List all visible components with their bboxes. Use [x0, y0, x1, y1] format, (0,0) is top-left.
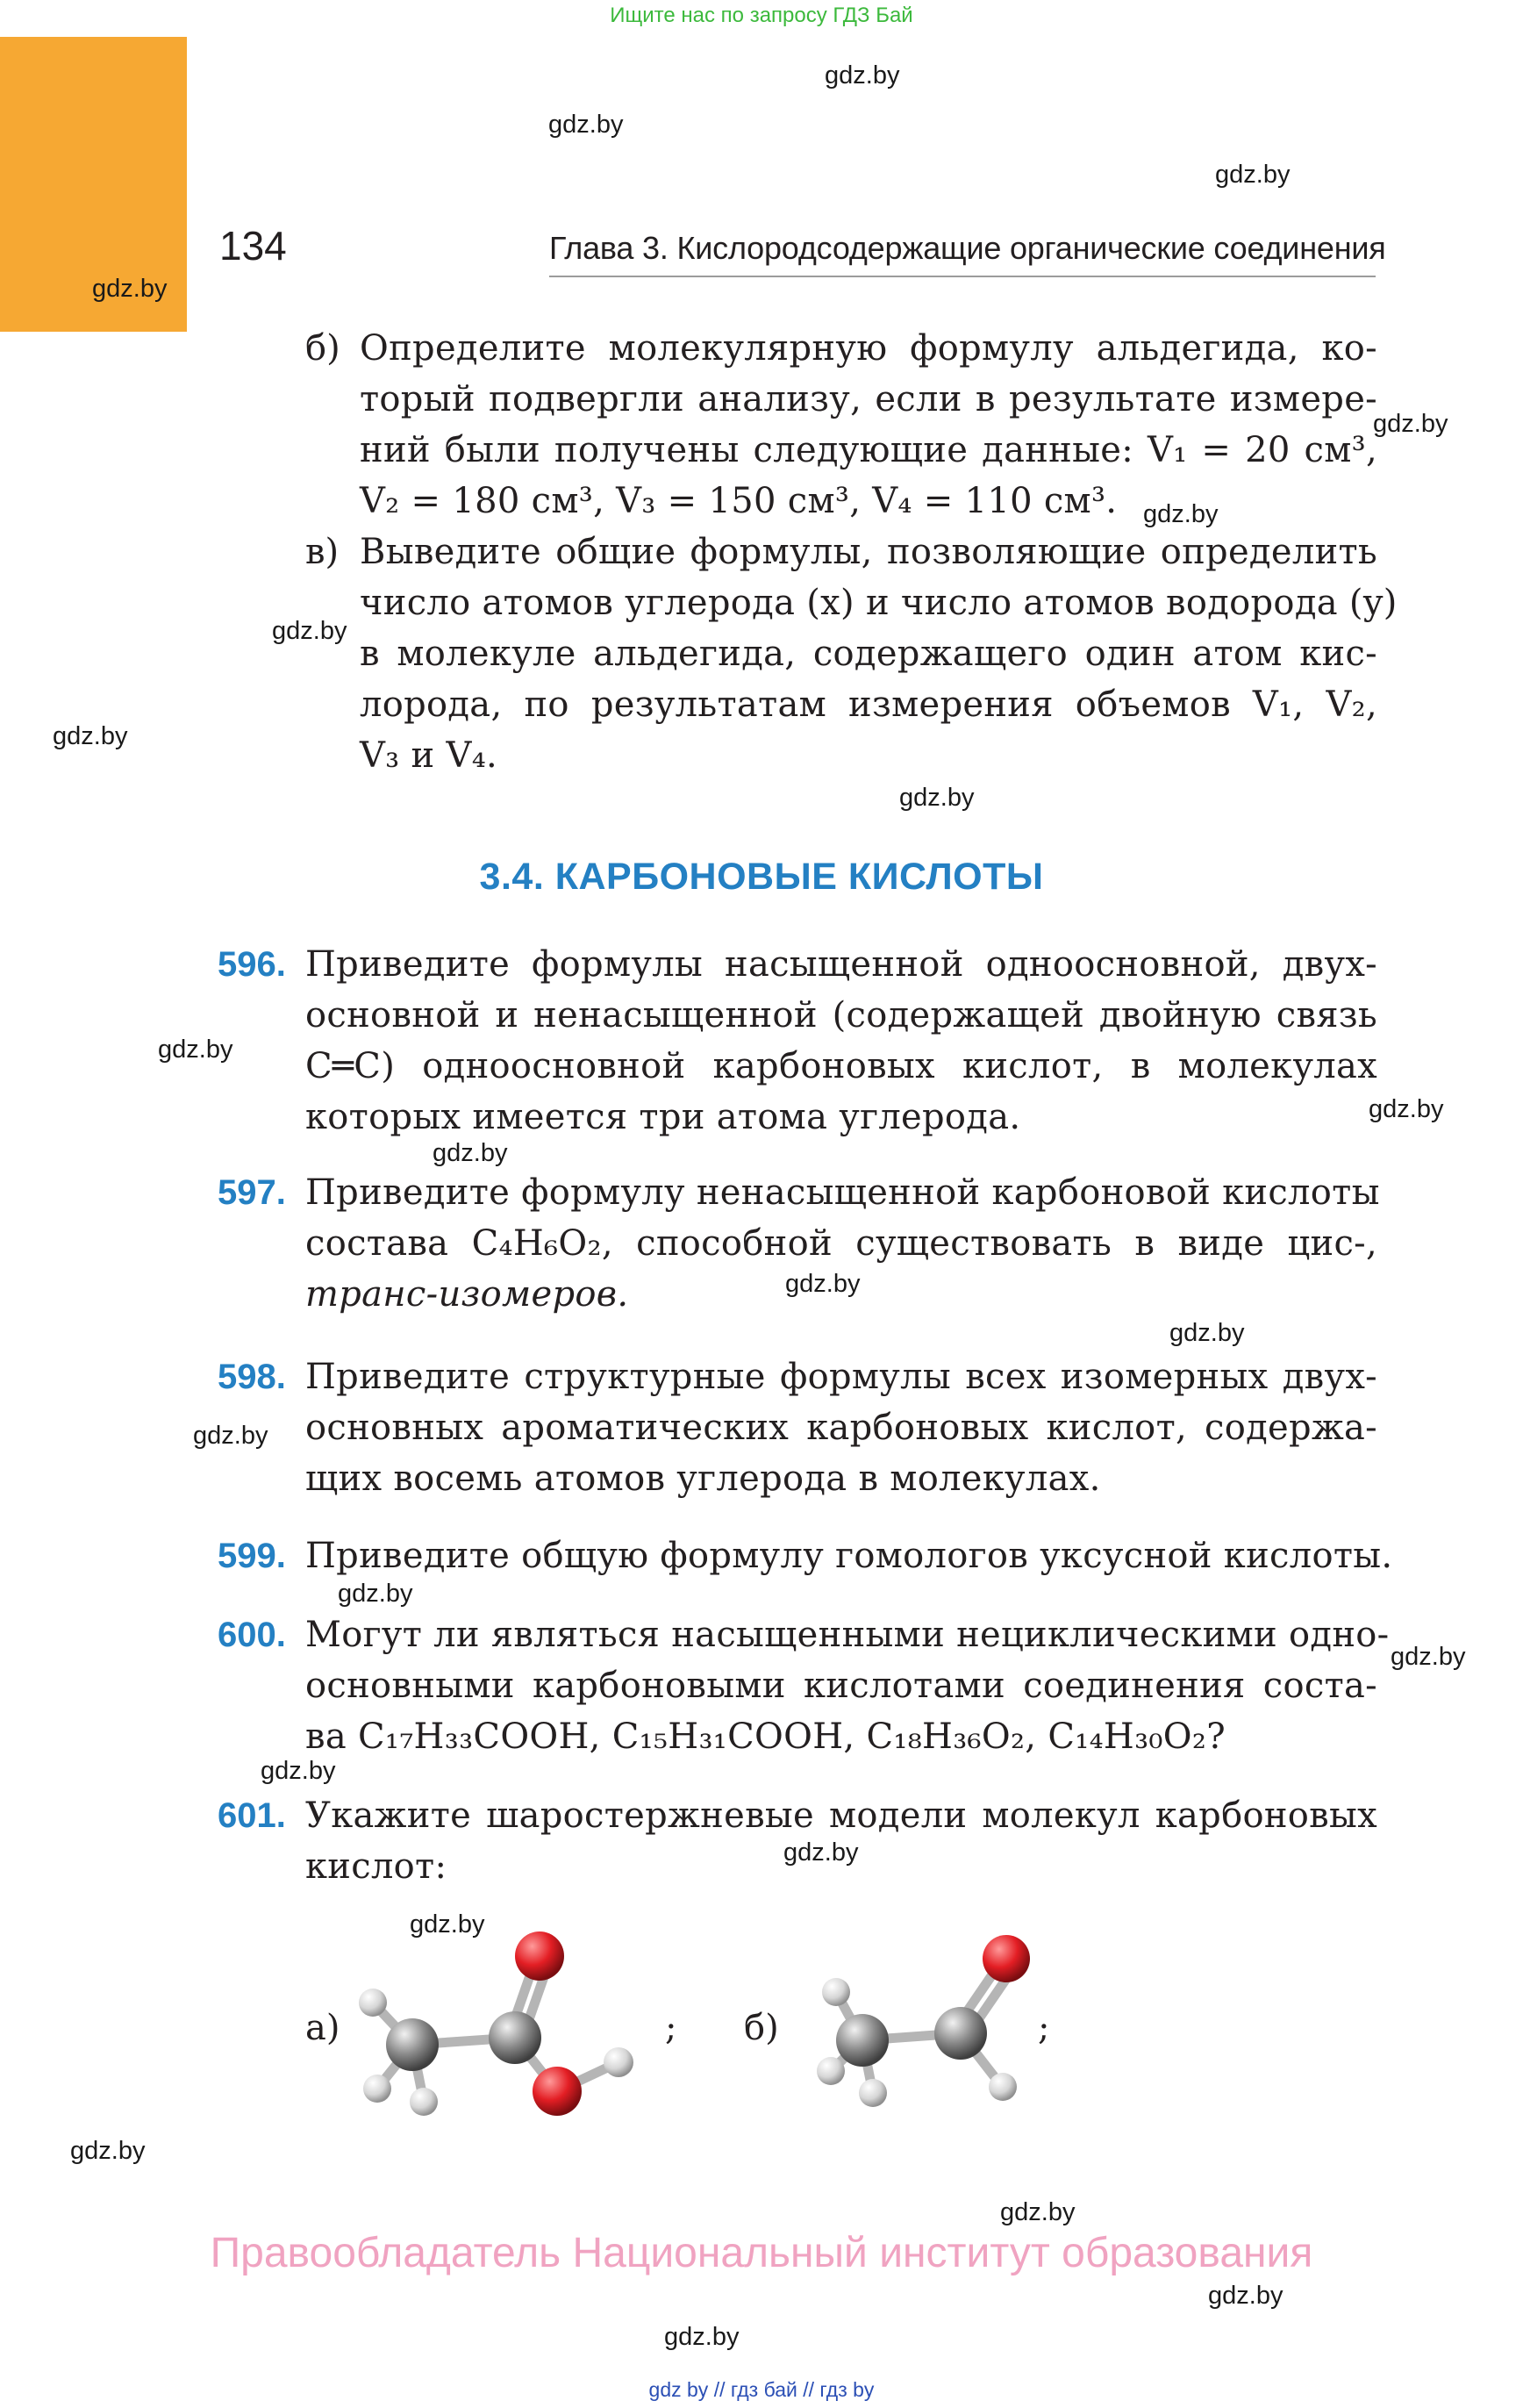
- watermark: gdz.by: [272, 617, 347, 645]
- watermark: gdz.by: [261, 1757, 336, 1785]
- problem-line: Приведите формулы насыщенной одноосновной, двух-: [305, 944, 1377, 985]
- model-b-label: б): [744, 2008, 779, 2048]
- section-heading: 3.4. КАРБОНОВЫЕ КИСЛОТЫ: [479, 856, 1044, 898]
- problem-number: 599.: [218, 1537, 286, 1575]
- watermark: gdz.by: [92, 275, 168, 303]
- problem-number: 596.: [218, 945, 286, 984]
- problem-line: транс-изомеров.: [305, 1274, 629, 1315]
- problem-line: ва C₁₇H₃₃COOH, C₁₅H₃₁COOH, C₁₈H₃₆O₂, C₁₄H₃₀O₂?: [305, 1716, 1226, 1757]
- problem-line: которых имеется три атома углерода.: [305, 1097, 1021, 1137]
- problem-line: Укажите шаростержневые модели молекул карбоновых: [305, 1795, 1377, 1836]
- part-b-line: торый подвергли анализу, если в результате измере-: [360, 379, 1377, 419]
- part-v-line: число атомов углерода (x) и число атомов водорода (y): [360, 583, 1398, 623]
- model-a-label: а): [305, 2008, 340, 2048]
- problem-line: основной и ненасыщенной (содержащей двойную связь: [305, 995, 1377, 1036]
- watermark: gdz.by: [338, 1580, 413, 1608]
- watermark: gdz.by: [664, 2323, 740, 2351]
- watermark: gdz.by: [1143, 500, 1219, 528]
- copyright-footer: Правообладатель Национальный институт образования: [210, 2230, 1313, 2276]
- problem-line: Приведите структурные формулы всех изомерных двух-: [305, 1357, 1377, 1397]
- watermark: gdz.by: [410, 1910, 485, 1939]
- page-number: 134: [219, 223, 287, 269]
- part-b-line: V₂ = 180 см³, V₃ = 150 см³, V₄ = 110 см³.: [360, 481, 1118, 521]
- problem-line: Приведите формулу ненасыщенной карбоновой кислоты: [305, 1172, 1380, 1213]
- problem-line: основными карбоновыми кислотами соединения соста-: [305, 1666, 1377, 1706]
- watermark: gdz.by: [548, 111, 624, 139]
- problem-line: основных ароматических карбоновых кислот, содержа-: [305, 1408, 1377, 1448]
- bottom-note: gdz by // гдз бай // гдз by: [648, 2378, 875, 2401]
- top-search-note: Ищите нас по запросу ГДЗ Бай: [610, 4, 913, 27]
- problem-number: 597.: [218, 1173, 286, 1212]
- problem-line: C═C) одноосновной карбоновых кислот, в молекулах: [305, 1046, 1377, 1086]
- problem-number: 598.: [218, 1358, 286, 1396]
- watermark: gdz.by: [825, 61, 900, 90]
- watermark: gdz.by: [1208, 2282, 1283, 2310]
- part-v-line: в молекуле альдегида, содержащего один атом кис-: [360, 634, 1377, 674]
- problem-line: состава C₄H₆O₂, способной существовать в виде цис-,: [305, 1223, 1377, 1264]
- model-separator: ;: [665, 2008, 677, 2048]
- part-v-line: лорода, по результатам измерения объемов V₁, V₂,: [360, 684, 1377, 725]
- watermark: gdz.by: [1369, 1095, 1444, 1123]
- problem-line: кислот:: [305, 1846, 447, 1887]
- running-title: Глава 3. Кислородсодержащие органические соединения: [549, 230, 1386, 266]
- part-v-line: Выведите общие формулы, позволяющие определить: [360, 532, 1377, 572]
- watermark: gdz.by: [1000, 2198, 1076, 2226]
- model-separator: ;: [1038, 2008, 1050, 2048]
- part-b-line: ний были получены следующие данные: V₁ = 20 см³,: [360, 430, 1377, 470]
- watermark: gdz.by: [899, 784, 975, 812]
- problem-line: Приведите общую формулу гомологов уксусной кислоты.: [305, 1536, 1393, 1576]
- acetaldehyde-ball-stick-model: [812, 1917, 1040, 2146]
- watermark: gdz.by: [785, 1270, 861, 1298]
- part-b-line: Определите молекулярную формулу альдегида, ко-: [360, 328, 1377, 369]
- watermark: gdz.by: [70, 2137, 146, 2165]
- problem-line: Могут ли являться насыщенными нециклическими одно-: [305, 1615, 1390, 1655]
- problem-number: 601.: [218, 1796, 286, 1835]
- watermark: gdz.by: [53, 722, 128, 750]
- watermark: gdz.by: [433, 1139, 508, 1167]
- problem-line: щих восемь атомов углерода в молекулах.: [305, 1458, 1101, 1499]
- watermark: gdz.by: [783, 1838, 859, 1867]
- header-rule: [549, 276, 1376, 277]
- problem-number: 600.: [218, 1616, 286, 1654]
- part-v-label: в): [305, 532, 340, 572]
- watermark: gdz.by: [1215, 161, 1291, 189]
- part-v-line: V₃ и V₄.: [360, 735, 498, 776]
- part-b-label: б): [305, 328, 340, 369]
- watermark: gdz.by: [1373, 410, 1448, 438]
- acetic-acid-ball-stick-model: [347, 1917, 680, 2146]
- watermark: gdz.by: [1391, 1643, 1466, 1671]
- watermark: gdz.by: [158, 1036, 233, 1064]
- watermark: gdz.by: [1169, 1319, 1245, 1347]
- watermark: gdz.by: [193, 1422, 268, 1450]
